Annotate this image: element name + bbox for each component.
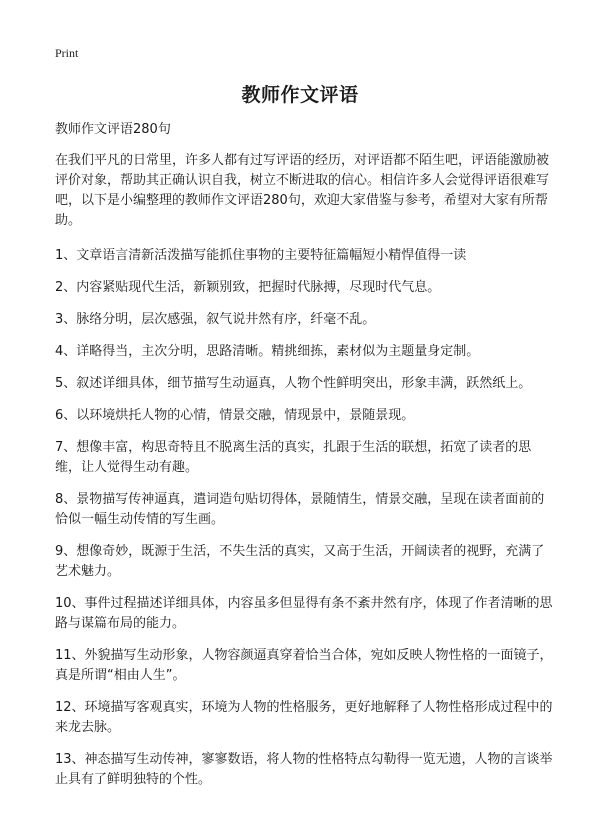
list-item: 1、文章语言清新活泼描写能抓住事物的主要特征篇幅短小精悍值得一读 [55, 248, 467, 263]
list-item: 6、以环境烘托人物的心情，情景交融，情现景中，景随景现。 [55, 408, 415, 423]
list-item: 3、脉络分明，层次感强，叙气说井然有序，纤毫不乱。 [55, 312, 376, 327]
list-item: 10、事件过程描述详细具体，内容虽多但显得有条不紊井然有序，体现了作者清晰的思路与谋篇布局的能力。 [55, 596, 553, 631]
page-title: 教师作文评语 [241, 84, 359, 106]
list-item: 5、叙述详细具体，细节描写生动逼真，人物个性鲜明突出，形象丰满，跃然纸上。 [55, 376, 532, 391]
list-item: 11、外貌描写生动形象，人物容颜逼真穿着恰当合体，宛如反映人物性格的一面镜子，真是所谓“相由人生”。 [55, 648, 553, 683]
list-item: 7、想像丰富，构思奇特且不脱离生活的真实，扎跟于生活的联想，拓宽了读者的思维，让人觉得生动有趣。 [55, 440, 532, 475]
document-subtitle: 教师作文评语280句 [55, 122, 171, 137]
document-body [55, 120, 555, 802]
list-item: 8、景物描写传神逼真，遣词造句贴切得体，景随情生，情景交融，呈现在读者面前的恰似一幅生动传情的写生画。 [55, 492, 545, 527]
list-item: 12、环境描写客观真实，环境为人物的性格服务，更好地解释了人物性格形成过程中的来龙去脉。 [55, 700, 553, 735]
intro-paragraph: 在我们平凡的日常里，许多人都有过写评语的经历，对评语都不陌生吧，评语能激励被评价对象，帮助其正确认识自我，树立不断进取的信心。相信许多人会觉得评语很难写吧，以下是小编整理的教师作文评语280句，欢迎大家借鉴与参考，希望对大家有所帮助。 [55, 153, 550, 228]
list-item: 9、想像奇妙，既源于生活，不失生活的真实，又高于生活，开阔读者的视野，充满了艺术魅力。 [55, 544, 545, 579]
list-item: 13、神态描写生动传神，寥寥数语，将人物的性格特点勾勒得一览无遗，人物的言谈举止具有了鲜明独特的个性。 [55, 752, 553, 787]
comment-list [55, 246, 555, 790]
list-item: 4、详略得当，主次分明，思路清晰。精挑细拣，素材似为主题量身定制。 [55, 344, 480, 359]
list-item: 2、内容紧贴现代生活，新颖别致，把握时代脉搏，尽现时代气息。 [55, 280, 441, 295]
print-link[interactable]: Print [55, 46, 79, 60]
